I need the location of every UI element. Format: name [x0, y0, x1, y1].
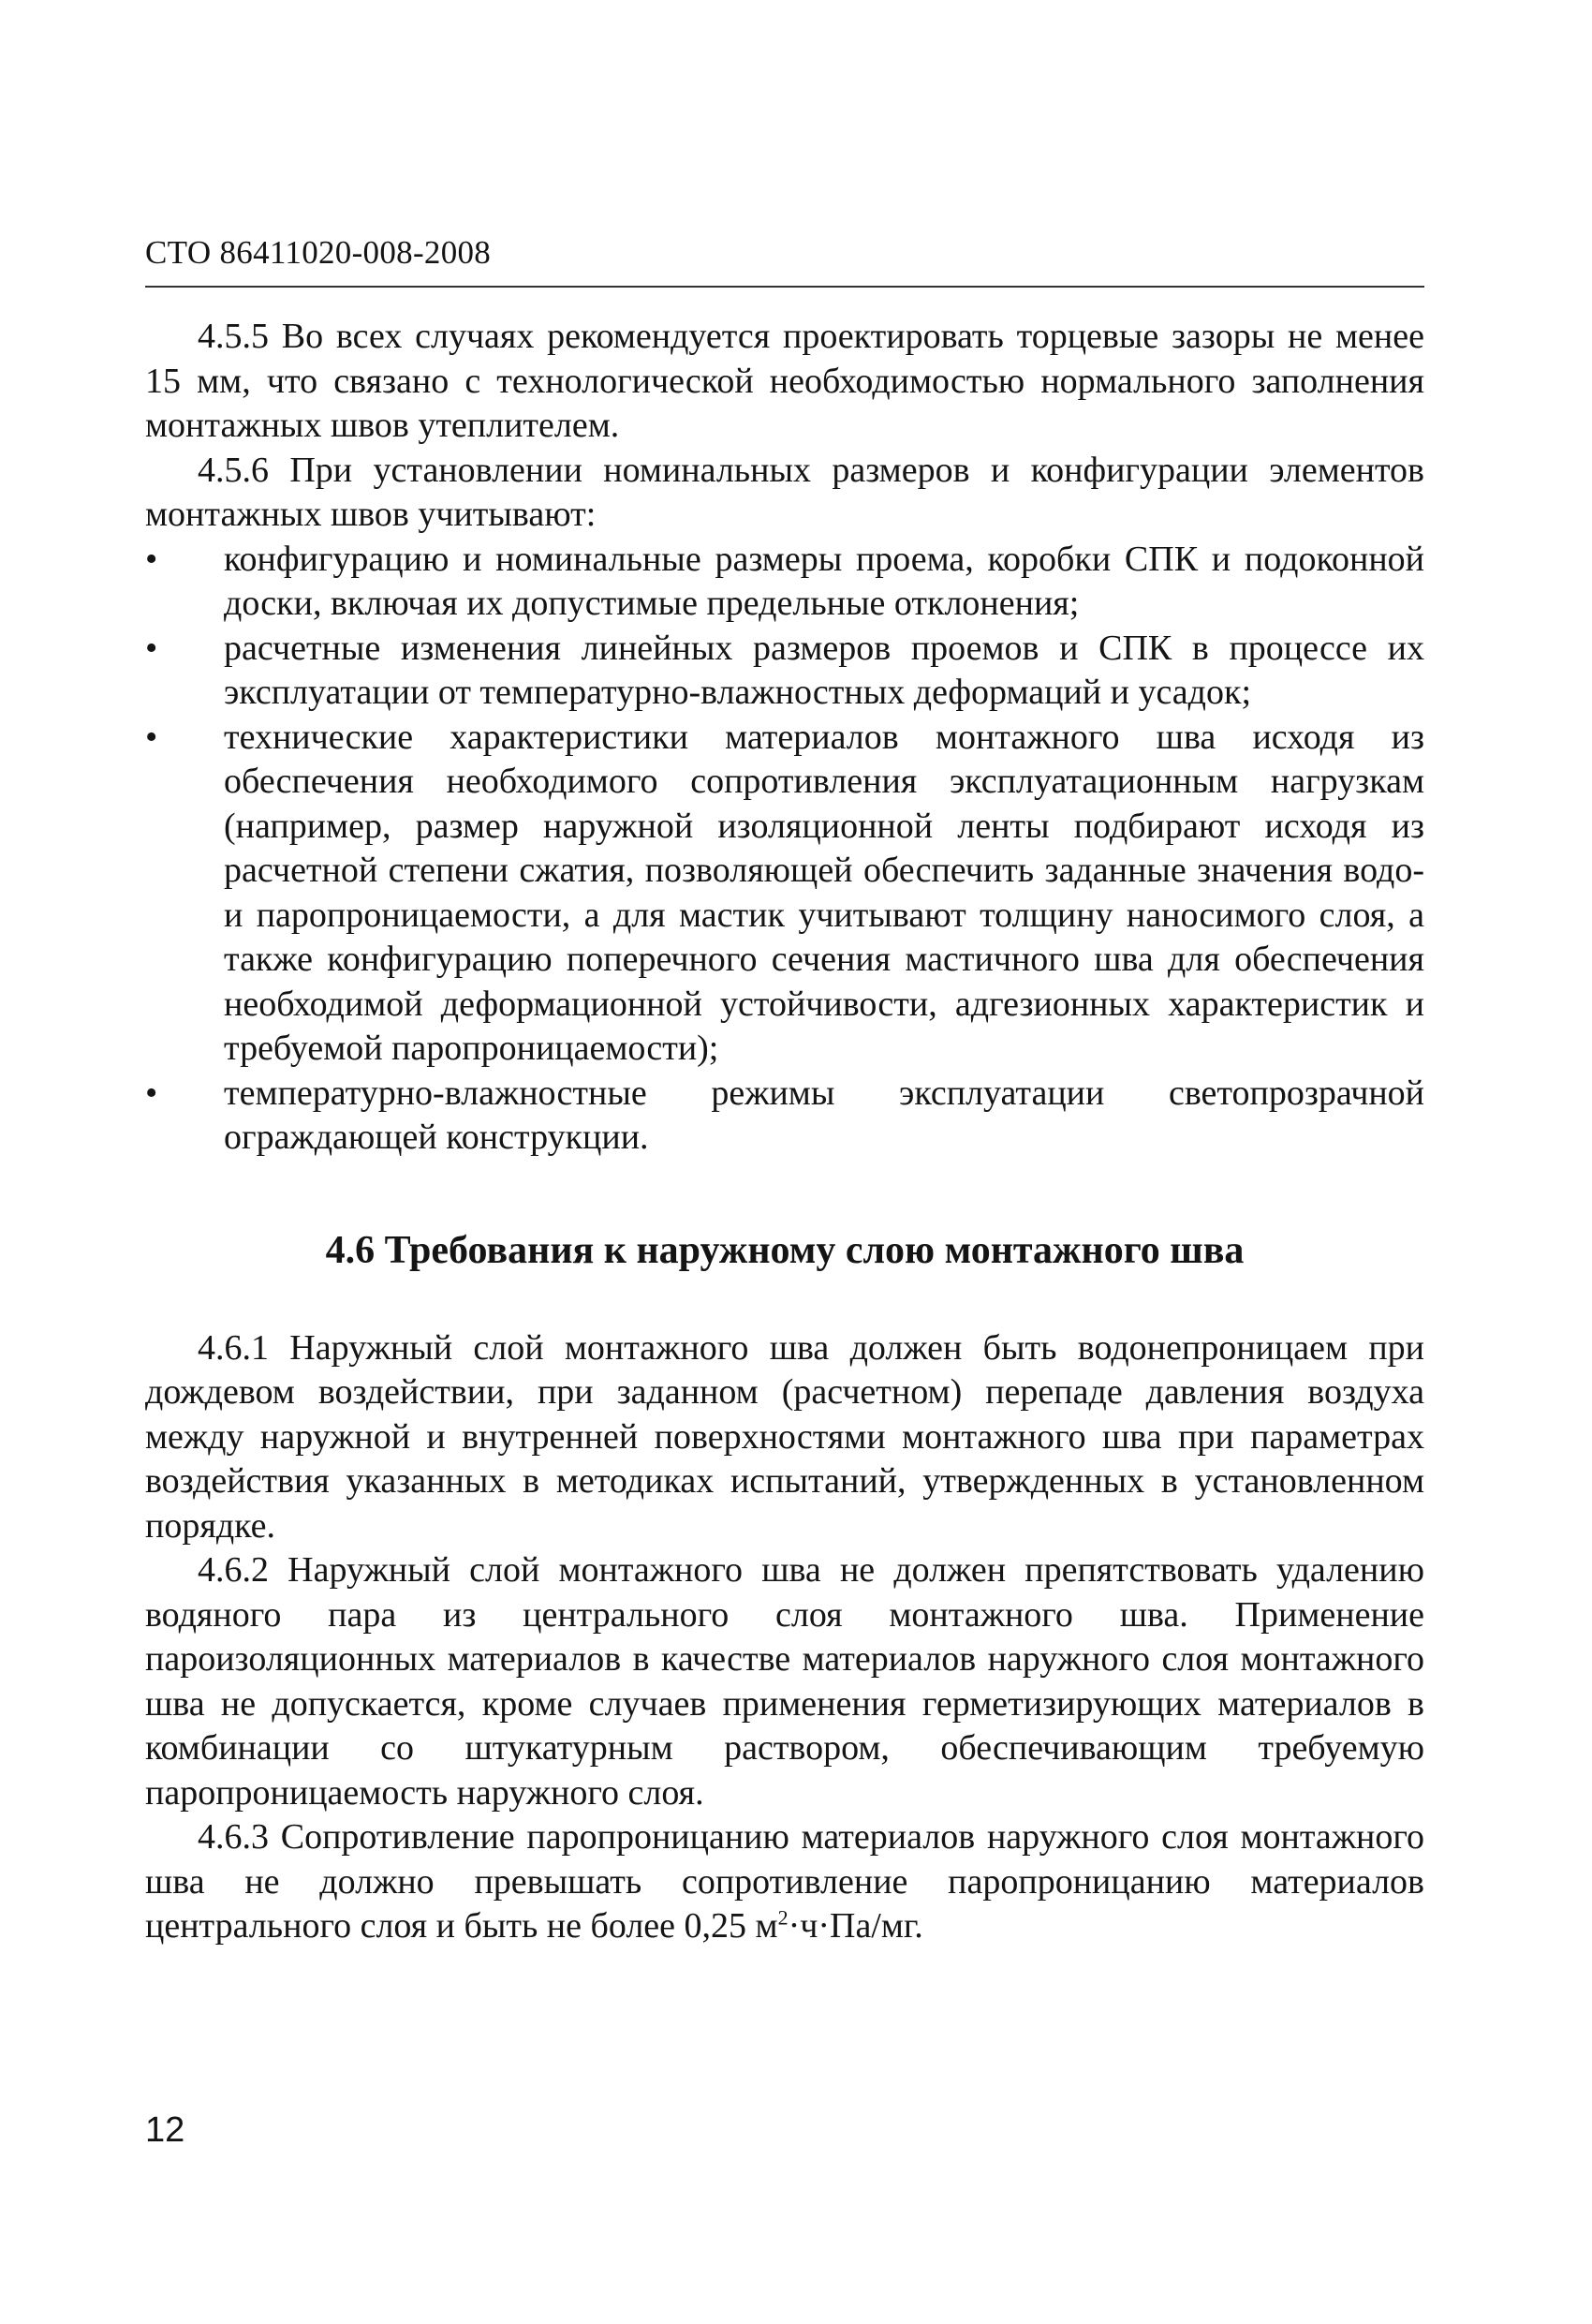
list-item	[145, 1072, 1424, 1161]
page-number: 12	[145, 2110, 185, 2150]
list-item	[145, 538, 1424, 627]
paragraph-4-6-1: 4.6.1 Наружный слой монтажного шва должен быть водонепроницаем при дождевом воздействии, при заданном (расчетном) перепаде давления воздуха между наружной и внутренней поверхностями монтажного шва при параметрах воздействия указанных в методиках испытаний, утвержденных в установленном порядке.	[145, 1327, 1424, 1546]
bullet-icon: •	[145, 539, 158, 579]
paragraph-4-5-6-intro: 4.5.6 При установлении номинальных размеров и конфигурации элементов монтажных швов учитывают:	[145, 450, 1424, 534]
superscript-exponent: 2	[777, 1905, 789, 1930]
list-item	[145, 716, 1424, 1072]
paragraph-4-6-2: 4.6.2 Наружный слой монтажного шва не должен препятствовать удалению водяного пара из центрального слоя монтажного шва. Применение пароизоляционных материалов в качестве материалов наружного слоя монтажного шва не допускается, кроме случаев применения герметизирующих материалов в комбинации со штукатурным раствором, обеспечивающим требуемую паропроницаемость наружного слоя.	[145, 1550, 1424, 1813]
paragraph-4-5-5: 4.5.5 Во всех случаях рекомендуется проектировать торцевые зазоры не менее 15 мм, что связано с технологической необходимостью нормального заполнения монтажных швов утеплителем.	[145, 317, 1424, 445]
list-item-text: температурно-влажностные режимы эксплуатации светопрозрачной ограждающей конструкции.	[224, 1073, 1424, 1157]
list-item-text: технические характеристики материалов монтажного шва исходя из обеспечения необходимого сопротивления эксплуатационным нагрузкам (например, размер наружной изоляционной ленты подбирают исходя из расчетной степени сжатия, позволяющей обеспечить заданные значения водо- и паропроницаемости, а для мастик учитывают толщину наносимого слоя, а также конфигурацию поперечного сечения мастичного шва для обеспечения необходимой деформационной устойчивости, адгезионных характеристик и требуемой паропроницаемости);	[224, 717, 1424, 1068]
header-rule	[145, 286, 1424, 288]
list-item-text: конфигурацию и номинальные размеры проема, коробки СПК и подоконной доски, включая их допустимые предельные отклонения;	[224, 539, 1424, 623]
document-code-header: СТО 86411020-008-2008	[145, 234, 492, 271]
bullet-icon: •	[145, 717, 158, 757]
bullet-icon: •	[145, 1073, 158, 1113]
paragraph-4-6-3-text: 4.6.3 Сопротивление паропроницанию материалов наружного слоя монтажного шва не должно превышать сопротивление паропроницанию материалов центрального слоя и быть не более 0,25 м	[145, 1817, 1424, 1946]
bullet-list	[145, 538, 1424, 1161]
paragraph-4-6-3	[145, 1815, 1424, 1949]
list-item-text: расчетные изменения линейных размеров проемов и СПК в процессе их эксплуатации от температурно-влажностных деформаций и усадок;	[224, 628, 1424, 712]
list-item	[145, 627, 1424, 716]
section-heading-4-6: 4.6 Требования к наружному слою монтажного шва	[325, 1228, 1245, 1272]
bullet-icon: •	[145, 628, 158, 668]
document-body	[145, 315, 1424, 1949]
paragraph-4-6-3-units: ·ч·Па/мг.	[788, 1906, 923, 1946]
